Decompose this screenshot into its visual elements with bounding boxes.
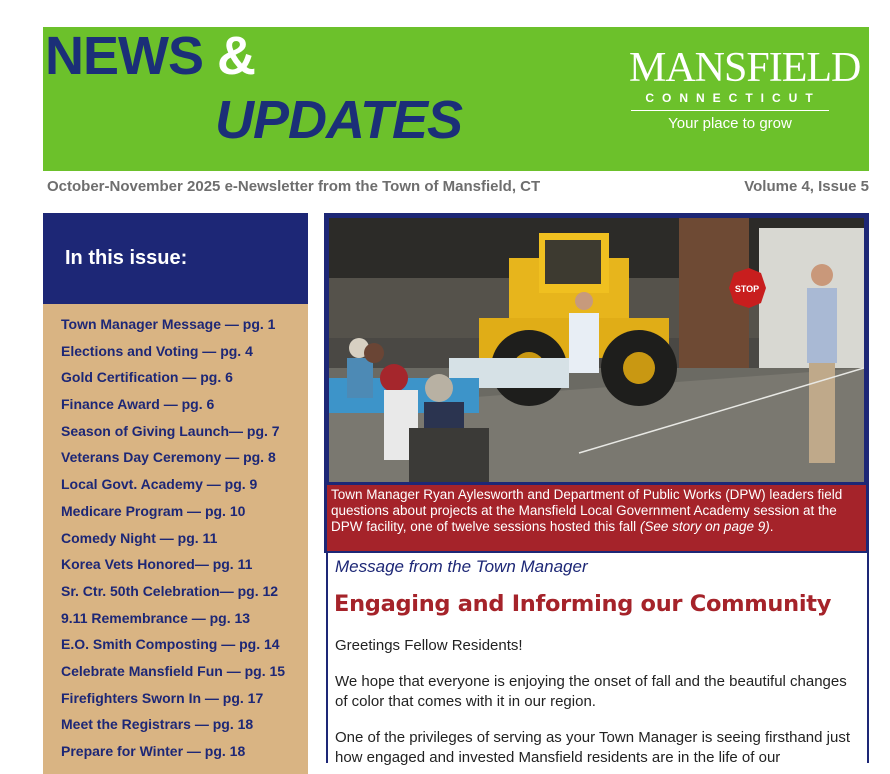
- article-paragraph-2: One of the privileges of serving as your Town Manager is seeing firsthand just how engaged and invested Mansfield residents are in the life of our: [335, 729, 850, 766]
- article-section-title: Message from the Town Manager: [335, 557, 588, 576]
- toc-item[interactable]: Veterans Day Ceremony — pg. 8: [61, 449, 276, 466]
- article-greeting: Greetings Fellow Residents!: [335, 637, 523, 654]
- subtitle-bar: [47, 178, 869, 195]
- feature-photo: [329, 218, 864, 482]
- logo-divider: [631, 110, 829, 111]
- toc-list: [43, 304, 308, 768]
- masthead-news-word: NEWS: [45, 26, 203, 86]
- mansfield-logo: [629, 45, 861, 132]
- toc-item[interactable]: Elections and Voting — pg. 4: [61, 342, 253, 359]
- article-paragraph-1: We hope that everyone is enjoying the onset of fall and the beautiful changes of color that comes with it in our region.: [335, 673, 847, 710]
- logo-tagline: Your place to grow: [668, 115, 792, 132]
- photo-caption: [327, 485, 866, 551]
- town-manager-article: [326, 553, 869, 766]
- masthead-ampersand: &: [217, 26, 256, 86]
- caption-text: Town Manager Ryan Aylesworth and Department of Public Works (DPW) leaders field questions about projects at the Mansfield Local Government Academy session at the DPW facility, one of twelve sessions hosted this fall: [331, 487, 843, 534]
- toc-item[interactable]: Local Govt. Academy — pg. 9: [61, 476, 258, 493]
- newsletter-subtitle: October-November 2025 e-Newsletter from the Town of Mansfield, CT: [47, 178, 541, 195]
- masthead-news: [45, 26, 256, 86]
- logo-state: CONNECTICUT: [645, 91, 821, 105]
- toc-item[interactable]: E.O. Smith Composting — pg. 14: [61, 636, 280, 653]
- logo-name: MANSFIELD: [629, 45, 861, 91]
- toc-item[interactable]: Sr. Ctr. 50th Celebration— pg. 12: [61, 582, 279, 599]
- toc-item[interactable]: Prepare for Winter — pg. 18: [61, 743, 246, 759]
- masthead-banner: [43, 27, 869, 171]
- toc-item[interactable]: Finance Award — pg. 6: [61, 396, 215, 413]
- toc-item[interactable]: Town Manager Message — pg. 1: [61, 316, 276, 332]
- sidebar-heading: In this issue:: [65, 247, 188, 269]
- sidebar-heading-box: [43, 213, 308, 304]
- toc-item[interactable]: Medicare Program — pg. 10: [61, 502, 246, 519]
- masthead-updates: UPDATES: [215, 90, 463, 150]
- toc-item[interactable]: Celebrate Mansfield Fun — pg. 15: [61, 662, 286, 679]
- caption-see-story: (See story on page 9): [639, 519, 770, 534]
- toc-item[interactable]: Korea Vets Honored— pg. 11: [61, 556, 253, 573]
- volume-label: Volume 4, Issue 5: [744, 178, 869, 195]
- toc-item[interactable]: 9.11 Remembrance — pg. 13: [61, 609, 251, 626]
- feature-photo-frame: [324, 213, 869, 553]
- dpw-facility-photo: [329, 218, 864, 482]
- table-of-contents: [43, 304, 308, 774]
- toc-item[interactable]: Season of Giving Launch— pg. 7: [61, 422, 280, 439]
- toc-item[interactable]: Firefighters Sworn In — pg. 17: [61, 689, 264, 706]
- caption-end: .: [769, 519, 774, 534]
- stop-sign-text: STOP: [734, 284, 760, 294]
- toc-item[interactable]: Gold Certification — pg. 6: [61, 369, 233, 386]
- article-headline: Engaging and Informing our Community: [334, 591, 832, 617]
- toc-item[interactable]: Comedy Night — pg. 11: [61, 529, 218, 546]
- toc-item[interactable]: Meet the Registrars — pg. 18: [61, 716, 254, 733]
